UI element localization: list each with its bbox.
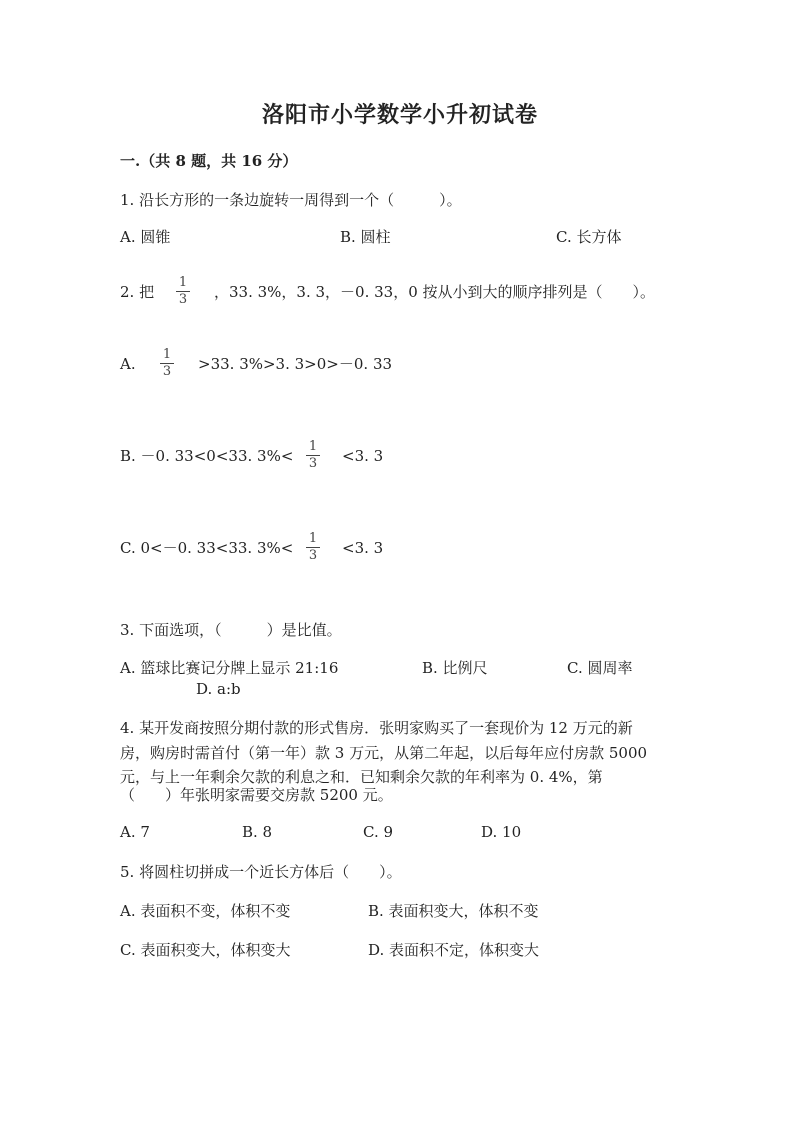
- question-1-option-b: B. 圆柱: [340, 228, 391, 246]
- question-4-line-1: 4. 某开发商按照分期付款的形式售房．张明家购买了一套现价为 12 万元的新: [120, 719, 633, 737]
- fraction-numerator: 1: [178, 275, 188, 290]
- fraction-numerator: 1: [308, 531, 318, 546]
- question-1-option-a: A. 圆锥: [120, 228, 171, 246]
- question-2-stem-prefix: 2. 把: [120, 283, 155, 301]
- question-1-option-c: C. 长方体: [556, 228, 622, 246]
- question-2-option-b-suffix: <3. 3: [342, 447, 384, 465]
- fraction-denominator: 3: [178, 292, 188, 307]
- fraction-one-third: [160, 348, 174, 379]
- fraction-one-third: [176, 276, 190, 307]
- fraction-one-third: [306, 532, 320, 563]
- question-5-option-d: D. 表面积不定，体积变大: [368, 941, 540, 959]
- page-title: 洛阳市小学数学小升初试卷: [261, 102, 538, 128]
- fraction-denominator: 3: [162, 364, 172, 379]
- question-2-option-c-suffix: <3. 3: [342, 539, 384, 557]
- question-4-line-4: （ ）年张明家需要交房款 5200 元。: [120, 786, 393, 804]
- question-2-option-a-text: >33. 3%>3. 3>0>－0. 33: [198, 355, 393, 373]
- question-5-stem: 5. 将圆柱切拼成一个近长方体后（ ）。: [120, 863, 402, 881]
- question-4-option-a: A. 7: [120, 823, 150, 841]
- question-5-option-c: C. 表面积变大，体积变大: [120, 941, 291, 959]
- question-2-option-c-text: C. 0<－0. 33<33. 3%<: [120, 539, 294, 557]
- fraction-numerator: 1: [308, 439, 318, 454]
- question-3-option-d: D. a:b: [196, 680, 241, 698]
- question-2-option-b-text: B. －0. 33<0<33. 3%<: [120, 447, 294, 465]
- question-4-option-b: B. 8: [242, 823, 273, 841]
- fraction-denominator: 3: [308, 548, 318, 563]
- question-3-option-c: C. 圆周率: [567, 659, 633, 677]
- fraction-numerator: 1: [162, 347, 172, 362]
- question-1-stem: 1. 沿长方形的一条边旋转一周得到一个（ ）。: [120, 191, 462, 209]
- question-3-option-a: A. 篮球比赛记分牌上显示 21:16: [120, 659, 339, 677]
- question-3-stem: 3. 下面选项，（ ）是比值。: [120, 621, 342, 639]
- question-5-option-b: B. 表面积变大，体积不变: [368, 902, 539, 920]
- question-4-option-c: C. 9: [363, 823, 394, 841]
- question-3-option-b: B. 比例尺: [422, 659, 488, 677]
- section-heading: 一.（共 8 题，共 16 分）: [120, 152, 298, 170]
- question-4-line-2: 房，购房时需首付（第一年）款 3 万元，从第二年起，以后每年应付房款 5000: [120, 744, 648, 762]
- question-4-option-d: D. 10: [481, 823, 522, 841]
- question-2-stem-suffix: ，33. 3%，3. 3，－0. 33，0 按从小到大的顺序排列是（ ）。: [214, 283, 656, 301]
- question-5-option-a: A. 表面积不变，体积不变: [120, 902, 291, 920]
- question-4-line-3: 元，与上一年剩余欠款的利息之和．已知剩余欠款的年利率为 0. 4%，第: [120, 768, 603, 786]
- fraction-denominator: 3: [308, 456, 318, 471]
- fraction-one-third: [306, 440, 320, 471]
- question-2-option-a-label: A.: [120, 355, 136, 373]
